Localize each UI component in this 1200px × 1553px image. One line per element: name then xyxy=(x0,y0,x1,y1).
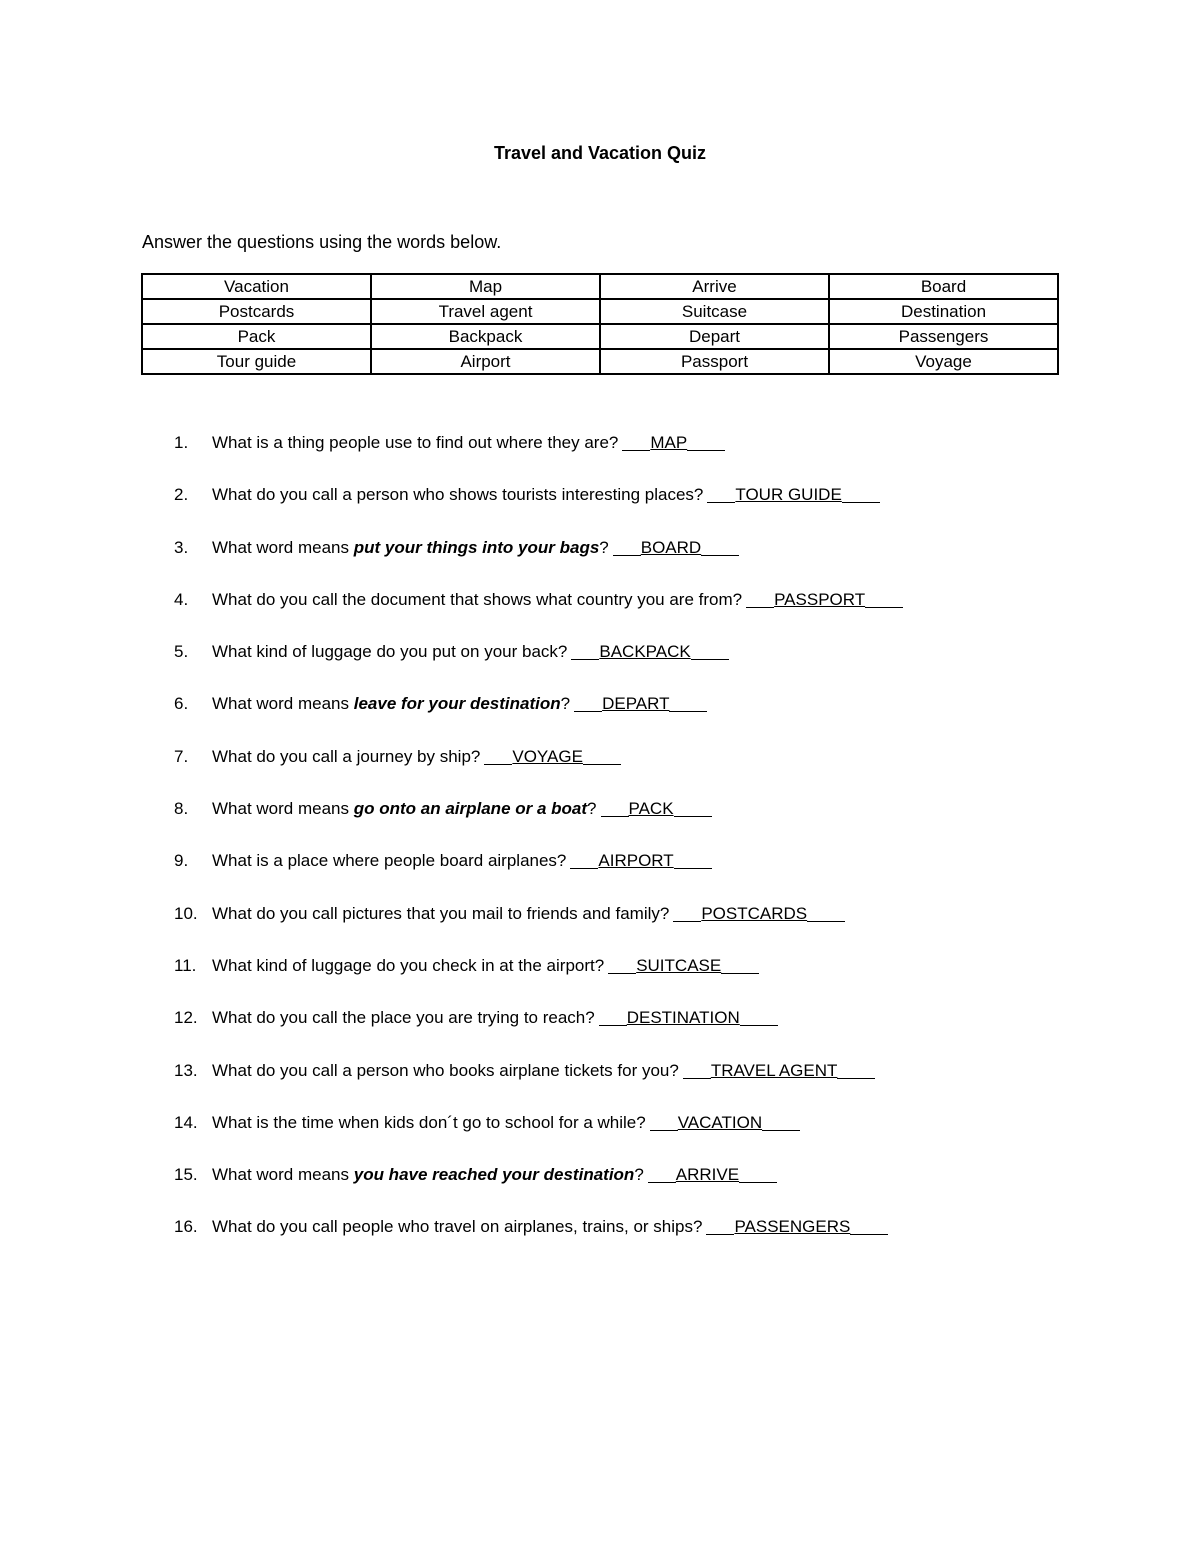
blank-line xyxy=(673,920,701,922)
question-text-before: What is a thing people use to find out where they are? xyxy=(212,433,619,452)
word-bank-cell: Backpack xyxy=(371,324,600,349)
answer-text: TOUR GUIDE xyxy=(735,485,842,505)
page-title: Travel and Vacation Quiz xyxy=(493,143,707,163)
answer-blank xyxy=(702,1217,888,1236)
answer-blank xyxy=(604,956,759,975)
answer-text: POSTCARDS xyxy=(701,903,808,923)
word-bank-cell: Board xyxy=(829,274,1058,299)
word-bank-cell: Passport xyxy=(600,349,829,374)
blank-line xyxy=(687,449,725,451)
answer-blank xyxy=(646,1113,800,1132)
question-item xyxy=(174,483,1124,535)
question-item xyxy=(174,902,1124,954)
blank-line xyxy=(701,554,739,556)
answer-text: MAP xyxy=(650,433,688,452)
answer-blank xyxy=(567,642,728,661)
word-bank-cell: Postcards xyxy=(142,299,371,324)
question-number: 7. xyxy=(174,746,189,766)
word-bank-cell: Arrive xyxy=(600,274,829,299)
question-item xyxy=(174,536,1124,588)
blank-line xyxy=(574,710,602,712)
blank-line xyxy=(608,972,636,974)
word-bank-cell: Tour guide xyxy=(142,349,371,374)
question-item xyxy=(174,745,1124,797)
question-text xyxy=(212,1008,595,1027)
question-text xyxy=(212,956,604,975)
question-number: 15. xyxy=(174,1165,198,1185)
question-text xyxy=(212,851,566,870)
question-item xyxy=(174,431,1124,483)
question-item xyxy=(174,692,1124,744)
question-list xyxy=(174,431,1124,1268)
question-text-before: What word means xyxy=(212,1165,354,1185)
question-item xyxy=(174,1006,1124,1058)
answer-blank xyxy=(679,1061,876,1080)
question-text-before: What do you call a person who books airplane tickets for you? xyxy=(212,1060,679,1080)
answer-blank xyxy=(570,694,707,713)
question-number: 14. xyxy=(174,1112,198,1132)
answer-text: VOYAGE xyxy=(512,746,583,766)
question-number: 2. xyxy=(174,485,189,505)
question-text-before: What kind of luggage do you check in at the airport? xyxy=(212,955,605,975)
question-text xyxy=(212,642,567,661)
answer-text: VACATION xyxy=(677,1112,763,1132)
question-number: 8. xyxy=(174,799,189,819)
question-item xyxy=(174,797,1124,849)
question-text-before: What word means xyxy=(212,799,354,819)
word-bank-cell: Voyage xyxy=(829,349,1058,374)
blank-line xyxy=(721,972,759,974)
instructions: Answer the questions using the words below. xyxy=(142,232,502,252)
answer-text: DEPART xyxy=(602,694,670,714)
blank-line xyxy=(740,1024,778,1026)
answer-blank xyxy=(618,433,725,452)
question-number: 16. xyxy=(174,1217,198,1237)
question-item xyxy=(174,1163,1124,1215)
blank-line xyxy=(746,606,774,608)
question-text-after: ? xyxy=(560,694,571,714)
blank-line xyxy=(571,658,599,660)
blank-line xyxy=(707,501,735,503)
question-text-before: What do you call a journey by ship? xyxy=(212,746,481,766)
question-number: 9. xyxy=(174,851,189,871)
answer-blank xyxy=(566,851,711,870)
blank-line xyxy=(599,1024,627,1026)
word-bank-row xyxy=(142,324,1058,349)
answer-blank xyxy=(597,799,712,818)
question-text-after: ? xyxy=(599,537,609,557)
question-text xyxy=(212,747,480,766)
blank-line xyxy=(570,867,598,869)
word-bank-cell: Airport xyxy=(371,349,600,374)
question-emphasis: go onto an airplane or a boat xyxy=(353,799,588,819)
question-text xyxy=(212,538,609,557)
question-text xyxy=(212,433,618,452)
blank-line xyxy=(739,1181,777,1183)
blank-line xyxy=(842,501,880,503)
blank-line xyxy=(583,763,621,765)
blank-line xyxy=(650,1129,678,1131)
question-item xyxy=(174,640,1124,692)
answer-blank xyxy=(742,590,903,609)
question-text-before: What do you call a person who shows tourists interesting places? xyxy=(212,485,704,505)
question-text-before: What is the time when kids don´t go to school for a while? xyxy=(212,1112,646,1132)
word-bank-cell: Destination xyxy=(829,299,1058,324)
answer-text: DESTINATION xyxy=(626,1008,740,1028)
question-item xyxy=(174,1215,1124,1267)
blank-line xyxy=(484,763,512,765)
question-text xyxy=(212,590,742,609)
word-bank-cell: Vacation xyxy=(142,274,371,299)
question-number: 6. xyxy=(174,694,189,714)
question-number: 12. xyxy=(174,1008,198,1028)
question-item xyxy=(174,954,1124,1006)
answer-blank xyxy=(669,904,845,923)
question-text xyxy=(212,694,570,713)
blank-line xyxy=(837,1077,875,1079)
answer-text: PASSENGERS xyxy=(734,1217,851,1237)
blank-line xyxy=(674,867,712,869)
question-emphasis: you have reached your destination xyxy=(353,1165,635,1185)
word-bank-cell: Depart xyxy=(600,324,829,349)
blank-line xyxy=(622,449,650,451)
question-item xyxy=(174,1111,1124,1163)
answer-blank xyxy=(644,1165,777,1184)
blank-line xyxy=(706,1233,734,1235)
answer-text: SUITCASE xyxy=(636,955,722,975)
question-text-before: What do you call the document that shows what country you are from? xyxy=(212,589,743,609)
question-text-before: What word means xyxy=(212,537,354,557)
blank-line xyxy=(691,658,729,660)
question-text xyxy=(212,799,597,818)
question-text xyxy=(212,1165,644,1184)
blank-line xyxy=(601,815,629,817)
answer-text: ARRIVE xyxy=(675,1165,740,1185)
question-text xyxy=(212,1217,702,1236)
word-bank-table xyxy=(141,273,1059,375)
word-bank-row xyxy=(142,274,1058,299)
question-text xyxy=(212,1061,679,1080)
word-bank-row xyxy=(142,349,1058,374)
word-bank-cell: Pack xyxy=(142,324,371,349)
answer-blank xyxy=(609,538,739,557)
question-text-before: What do you call pictures that you mail to friends and family? xyxy=(212,903,670,923)
question-text-before: What word means xyxy=(212,694,354,714)
question-item xyxy=(174,849,1124,901)
answer-text: PASSPORT xyxy=(774,589,866,609)
word-bank-cell: Passengers xyxy=(829,324,1058,349)
question-text xyxy=(212,485,703,504)
question-emphasis: put your things into your bags xyxy=(353,537,600,557)
question-number: 11. xyxy=(174,955,197,975)
blank-line xyxy=(762,1129,800,1131)
question-text xyxy=(212,904,669,923)
question-number: 3. xyxy=(174,537,189,557)
blank-line xyxy=(850,1233,888,1235)
word-bank-cell: Suitcase xyxy=(600,299,829,324)
blank-line xyxy=(674,815,712,817)
answer-text: AIRPORT xyxy=(598,851,674,871)
question-text xyxy=(212,1113,646,1132)
word-bank-row xyxy=(142,299,1058,324)
question-number: 10. xyxy=(174,903,198,923)
blank-line xyxy=(807,920,845,922)
question-text-before: What kind of luggage do you put on your back? xyxy=(212,642,568,662)
answer-blank xyxy=(480,747,621,766)
question-text-before: What do you call the place you are trying to reach? xyxy=(212,1008,595,1028)
question-number: 13. xyxy=(174,1060,198,1080)
answer-text: TRAVEL AGENT xyxy=(710,1060,838,1080)
blank-line xyxy=(669,710,707,712)
question-number: 1. xyxy=(174,433,189,452)
question-item xyxy=(174,588,1124,640)
question-number: 4. xyxy=(174,589,189,609)
question-text-before: What is a place where people board airplanes? xyxy=(212,851,567,871)
answer-text: BOARD xyxy=(640,537,702,557)
question-number: 5. xyxy=(174,642,189,662)
answer-blank xyxy=(703,485,879,504)
blank-line xyxy=(648,1181,676,1183)
blank-line xyxy=(865,606,903,608)
question-text-after: ? xyxy=(587,799,597,819)
word-bank-cell: Map xyxy=(371,274,600,299)
question-emphasis: leave for your destination xyxy=(353,694,561,714)
question-text-before: What do you call people who travel on airplanes, trains, or ships? xyxy=(212,1217,703,1237)
question-item xyxy=(174,1059,1124,1111)
answer-blank xyxy=(595,1008,778,1027)
answer-text: BACKPACK xyxy=(599,642,691,662)
blank-line xyxy=(613,554,641,556)
word-bank-cell: Travel agent xyxy=(371,299,600,324)
blank-line xyxy=(683,1077,711,1079)
question-text-after: ? xyxy=(634,1165,644,1185)
answer-text: PACK xyxy=(628,799,674,819)
